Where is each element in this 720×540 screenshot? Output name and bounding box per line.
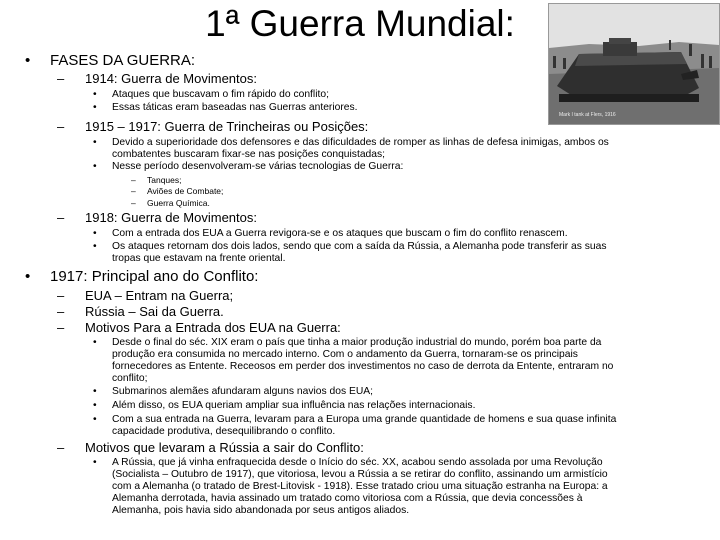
slide-title: 1ª Guerra Mundial:: [205, 3, 515, 44]
motivo-eua-item: Desde o final do séc. XIX eram o país que tinha a maior produção industrial do mundo, porém boa parte da: [112, 337, 602, 348]
bullet-marker: •: [93, 89, 97, 100]
fases-heading: FASES DA GUERRA:: [50, 52, 196, 69]
bullet-marker: •: [93, 228, 97, 239]
fase-1914-heading: 1914: Guerra de Movimentos:: [85, 71, 257, 86]
photo-caption: Mark I tank at Flers, 1916: [559, 112, 616, 118]
russia-heading: Motivos que levaram a Rússia a sair do Conflito:: [85, 440, 364, 455]
dash-marker: –: [131, 186, 136, 196]
ano-1917-heading: 1917: Principal ano do Conflito:: [50, 268, 259, 285]
fase-1918-item: Os ataques retornam dos dois lados, sendo que com a saída da Rússia, a Alemanha pode transferir as suas: [112, 241, 607, 252]
russia-item: A Rússia, que já vinha enfraquecida desde o Início do séc. XX, acabou sendo assolada por uma Revolução: [112, 457, 603, 468]
bullet-marker: •: [93, 137, 97, 148]
tech-item: Guerra Química.: [147, 198, 210, 208]
dash-marker: –: [57, 320, 65, 335]
fase-trincheiras-heading: 1915 – 1917: Guerra de Trincheiras ou Posições:: [85, 119, 369, 134]
bullet-marker: •: [93, 457, 97, 468]
dash-marker: –: [57, 210, 65, 225]
ano-1917-item: Motivos Para a Entrada dos EUA na Guerra:: [85, 320, 341, 335]
fase-1914-item: Ataques que buscavam o fim rápido do conflito;: [112, 89, 329, 100]
fase-1918-heading: 1918: Guerra de Movimentos:: [85, 210, 257, 225]
bullet-marker: •: [93, 414, 97, 425]
bullet-marker: •: [93, 386, 97, 397]
fase-trincheiras-item: combatentes buscaram fixar-se nas posições conquistadas;: [112, 149, 386, 160]
fase-1918-item: Com a entrada dos EUA a Guerra revigora-se e os ataques que buscam o fim do conflito renascem.: [112, 228, 568, 239]
ano-1917-item: EUA – Entram na Guerra;: [85, 288, 234, 303]
dash-marker: –: [57, 440, 65, 455]
motivo-eua-item: Submarinos alemães afundaram alguns navios dos EUA;: [112, 386, 373, 397]
dash-marker: –: [131, 175, 136, 185]
fase-1918-item: tropas que estavam na frente oriental.: [112, 253, 286, 264]
dash-marker: –: [57, 304, 65, 319]
russia-item: com a Alemanha (o tratado de Brest-Litovisk - 1918). Esse tratado criou uma situação estranha na Europa: a: [112, 481, 608, 492]
russia-item: Alemanha, pois havia sido abandonada por seus antigos aliados.: [112, 505, 410, 516]
motivo-eua-item: produção era consumida no mercado interno. Com o andamento da Guerra, tornaram-se os principais: [112, 349, 578, 360]
bullet-marker: •: [93, 161, 97, 172]
motivo-eua-item: fornecedores as Entente. Receosos em perder dos investimentos no caso de derrota da Entente, entraram no: [112, 361, 614, 372]
bullet-marker: •: [93, 337, 97, 348]
motivo-eua-item: Com a sua entrada na Guerra, levaram para a Europa uma grande quantidade de homens e sua quase infinita: [112, 414, 617, 425]
dash-marker: –: [131, 198, 136, 208]
bullet-marker: •: [93, 241, 97, 252]
dash-marker: –: [57, 288, 65, 303]
fase-1914-item: Essas táticas eram baseadas nas Guerras anteriores.: [112, 102, 358, 113]
fase-trincheiras-item: Devido a superioridade dos defensores e das dificuldades de romper as linhas de defesa inimigas, ambos os: [112, 137, 609, 148]
ano-1917-item: Rússia – Sai da Guerra.: [85, 304, 224, 319]
bullet-marker: •: [93, 400, 97, 411]
russia-item: (Socialista – Outubro de 1917), que vitoriosa, levou a Rússia a se retirar do conflito, assinando um armistício: [112, 469, 608, 480]
bullet-marker: •: [25, 52, 31, 69]
dash-marker: –: [57, 119, 65, 134]
fase-trincheiras-item: Nesse período desenvolveram-se várias tecnologias de Guerra:: [112, 161, 404, 172]
russia-item: Alemanha derrotada, havia assinado um tratado como vitoriosa com a Rússia, que devia concessões à: [112, 493, 583, 504]
motivo-eua-item: conflito;: [112, 373, 148, 384]
tech-item: Aviões de Combate;: [147, 186, 224, 196]
dash-marker: –: [57, 71, 65, 86]
motivo-eua-item: Além disso, os EUA queriam ampliar sua influência nas relações internacionais.: [112, 400, 476, 411]
tech-item: Tanques;: [147, 175, 182, 185]
bullet-marker: •: [93, 102, 97, 113]
bullet-marker: •: [25, 268, 31, 285]
motivo-eua-item: capacidade produtiva, desequilibrando o conflito.: [112, 426, 336, 437]
